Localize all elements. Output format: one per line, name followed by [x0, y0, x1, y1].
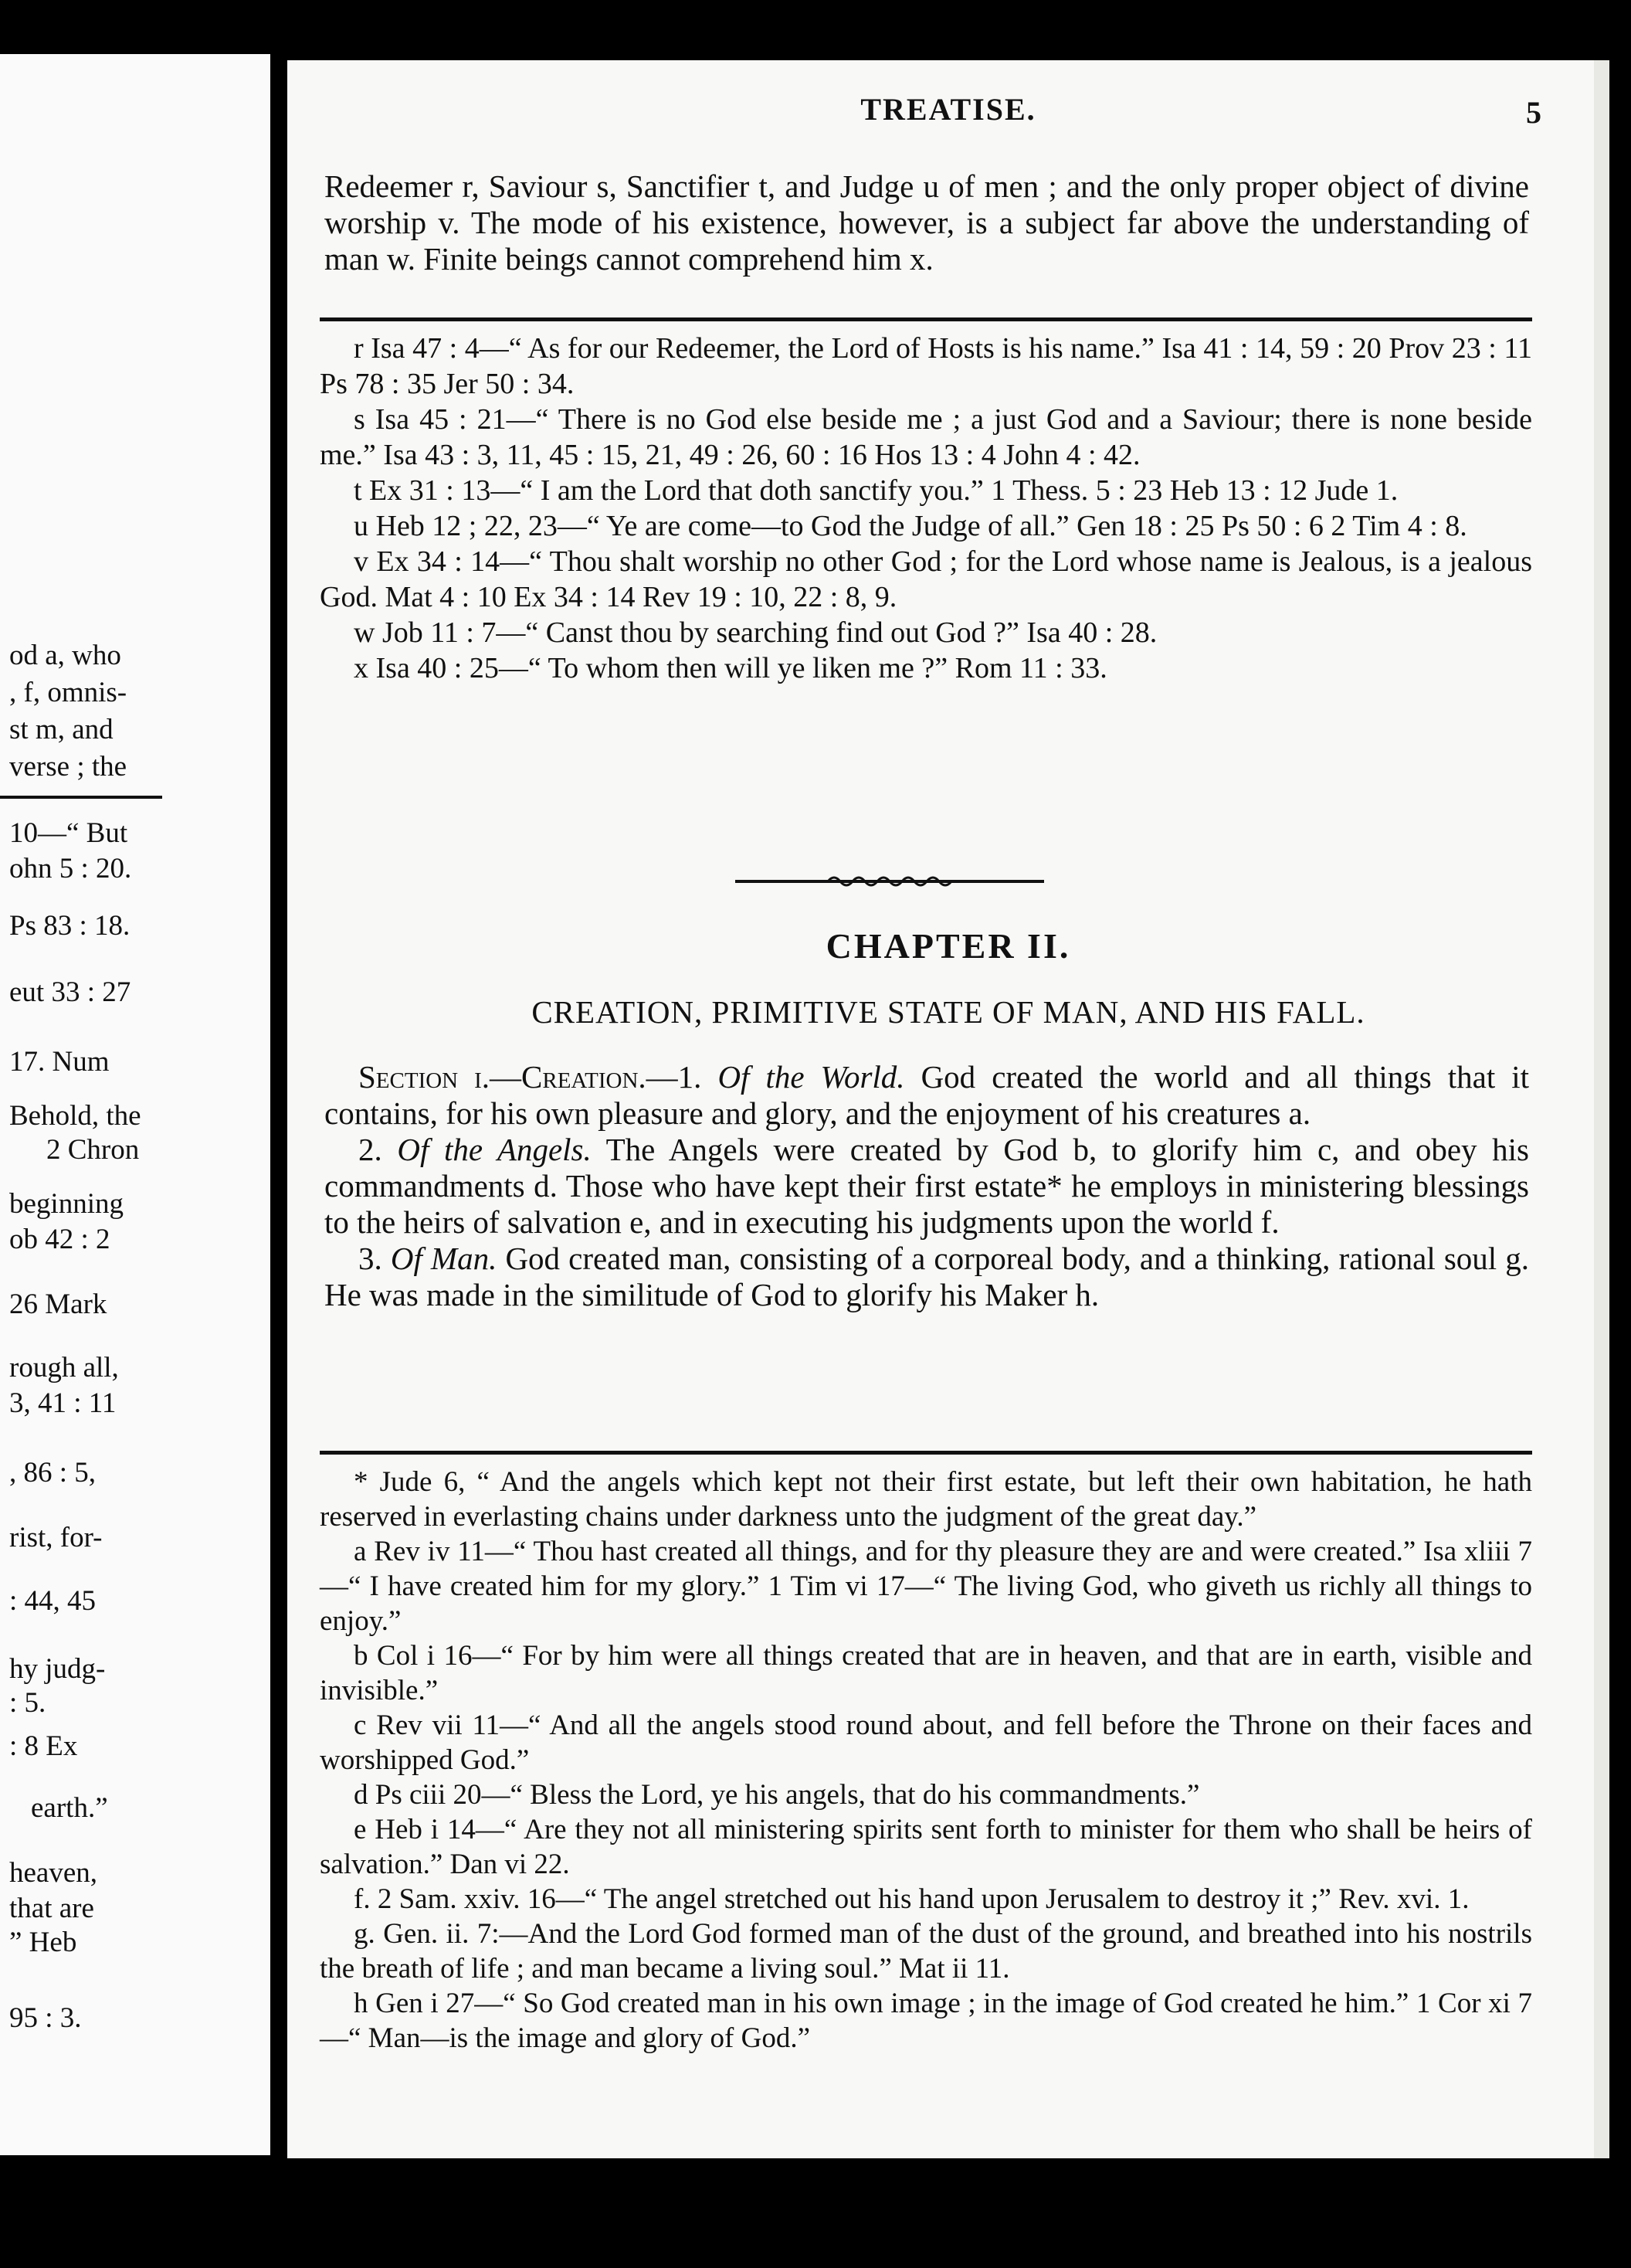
- chapter-body: [324, 1059, 1529, 1313]
- paragraph-angels: [324, 1132, 1529, 1241]
- footnote-v: v Ex 34 : 14—“ Thou shalt worship no other God ; for the Lord whose name is Jealous, is a jealous God. Mat 4 : 10 Ex 34 : 14 Rev 19 : 10, 22 : 8, 9.: [320, 545, 1532, 613]
- footnote-asterisk: * Jude 6, “ And the angels which kept not their first estate, but left their own habitation, he hath reserved in everlasting chains under darkness unto the judgment of the great day.”: [320, 1466, 1532, 1533]
- paragraph-title: Of the World.: [717, 1059, 905, 1095]
- left-fragment: 10—“ But: [9, 817, 128, 849]
- page-edge: [1594, 60, 1609, 2158]
- footnote-d: d Ps ciii 20—“ Bless the Lord, ye his angels, that do his commandments.”: [354, 1779, 1200, 1811]
- left-rule: [0, 796, 162, 799]
- bottom-footnotes: [320, 1465, 1532, 2056]
- footnote-w: w Job 11 : 7—“ Canst thou by searching find out God ?” Isa 40 : 28.: [354, 616, 1158, 649]
- paragraph-world: [324, 1059, 1529, 1132]
- left-fragment: eut 33 : 27: [9, 976, 131, 1008]
- paragraph-number: 3.: [358, 1241, 382, 1276]
- left-fragment: , f, omnis-: [9, 677, 127, 708]
- left-fragment: rist, for-: [9, 1522, 103, 1553]
- book-page: [287, 60, 1609, 2158]
- paragraph-title: Of Man.: [390, 1241, 497, 1276]
- previous-page-strip: [0, 54, 270, 2155]
- left-fragment: st m, and: [9, 714, 114, 745]
- footnote-h: h Gen i 27—“ So God created man in his own image ; in the image of God created he him.” 1 Cor xi 7—“ Man—is the image and glory of God.”: [320, 1988, 1532, 2054]
- left-fragment: rough all,: [9, 1352, 119, 1384]
- paragraph-text: The Angels were created by God b, to glorify him c, and obey his commandments d. Those who have kept their first estate* he employs in ministering blessings to the heirs of salvation e, and in executing his judgments upon the world f.: [324, 1132, 1529, 1240]
- left-fragment: hy judg-: [9, 1653, 106, 1685]
- footnote-rule: [320, 1451, 1532, 1455]
- footnote-b: b Col i 16—“ For by him were all things created that are in heaven, and that are in earth, visible and invisible.”: [320, 1640, 1532, 1706]
- paragraph-text: God created the world and all things that it contains, for his own pleasure and glory, and the enjoyment of his creatures a.: [324, 1059, 1530, 1131]
- ornamental-divider: [735, 871, 1044, 891]
- left-fragment: ob 42 : 2: [9, 1224, 110, 1255]
- left-fragment: Ps 83 : 18.: [9, 910, 131, 942]
- left-fragment: 3, 41 : 11: [9, 1387, 117, 1419]
- left-fragment: 95 : 3.: [9, 2002, 82, 2034]
- left-fragment: 26 Mark: [9, 1288, 107, 1320]
- left-fragment: ” Heb: [9, 1927, 77, 1958]
- gutter: [272, 54, 286, 2155]
- page-number: 5: [1526, 95, 1541, 130]
- left-fragment: : 44, 45: [9, 1585, 97, 1617]
- left-fragment: that are: [9, 1893, 94, 1924]
- footnote-g: g. Gen. ii. 7:—And the Lord God formed man of the dust of the ground, and breathed into his nostrils the breath of life ; and man became a living soul.” Mat ii 11.: [320, 1918, 1532, 1984]
- top-paragraph: [324, 168, 1529, 277]
- paragraph-man: [324, 1241, 1529, 1313]
- left-fragment: ohn 5 : 20.: [9, 853, 132, 884]
- footnote-c: c Rev vii 11—“ And all the angels stood round about, and fell before the Throne on their faces and worshipped God.”: [320, 1709, 1532, 1776]
- top-footnotes: [320, 331, 1532, 686]
- left-fragment: Behold, the: [9, 1100, 141, 1132]
- running-header: TREATISE.: [860, 92, 1036, 127]
- left-fragment: : 5.: [9, 1687, 46, 1719]
- footnote-e: e Heb i 14—“ Are they not all ministering spirits sent forth to minister for them who shall be heirs of salvation.” Dan vi 22.: [320, 1814, 1532, 1880]
- footnote-s: s Isa 45 : 21—“ There is no God else beside me ; a just God and a Saviour; there is none beside me.” Isa 43 : 3, 11, 45 : 15, 21, 49 : 26, 60 : 16 Hos 13 : 4 John 4 : 42.: [320, 403, 1532, 471]
- left-fragment: verse ; the: [9, 751, 127, 783]
- footnote-r: r Isa 47 : 4—“ As for our Redeemer, the Lord of Hosts is his name.” Isa 41 : 14, 59 : 20 Prov 23 : 11 Ps 78 : 35 Jer 50 : 34.: [320, 332, 1532, 400]
- left-fragment: 17. Num: [9, 1046, 110, 1078]
- footnote-t: t Ex 31 : 13—“ I am the Lord that doth sanctify you.” 1 Thess. 5 : 23 Heb 13 : 12 Jude 1.: [354, 474, 1399, 507]
- left-fragment: earth.”: [31, 1792, 108, 1824]
- left-fragment: od a, who: [9, 640, 121, 671]
- footnote-u: u Heb 12 ; 22, 23—“ Ye are come—to God the Judge of all.” Gen 18 : 25 Ps 50 : 6 2 Tim 4 : 8.: [354, 510, 1467, 542]
- chapter-title: CHAPTER II.: [826, 926, 1071, 966]
- left-fragment: 2 Chron: [46, 1134, 140, 1166]
- paragraph-number: 2.: [358, 1132, 382, 1167]
- footnote-x: x Isa 40 : 25—“ To whom then will ye liken me ?” Rom 11 : 33.: [354, 652, 1107, 684]
- footnote-f: f. 2 Sam. xxiv. 16—“ The angel stretched out his hand upon Jerusalem to destroy it ;” Rev. xvi. 1.: [354, 1883, 1470, 1915]
- paragraph-text: God created man, consisting of a corporeal body, and a thinking, rational soul g. He was made in the similitude of God to glorify his Maker h.: [324, 1241, 1530, 1312]
- left-fragment: beginning: [9, 1188, 124, 1220]
- left-fragment: : 8 Ex: [9, 1730, 78, 1762]
- chapter-subtitle: CREATION, PRIMITIVE STATE OF MAN, AND HIS FALL.: [531, 994, 1365, 1030]
- footnote-a: a Rev iv 11—“ Thou hast created all things, and for thy pleasure they are and were created.” Isa xliii 7—“ I have created him for my glory.” 1 Tim vi 17—“ The living God, who giveth us richly all things to enjoy.”: [320, 1536, 1532, 1637]
- section-heading: Section i.—Creation.—1.: [358, 1059, 702, 1095]
- footnote-rule: [320, 317, 1532, 321]
- left-fragment: heaven,: [9, 1857, 98, 1889]
- paragraph-title: Of the Angels.: [397, 1132, 592, 1167]
- top-paragraph-text: Redeemer r, Saviour s, Sanctifier t, and Judge u of men ; and the only proper object of divine worship v. The mode of his existence, however, is a subject far above the understanding of man w. Finite beings cannot comprehend him x.: [324, 168, 1529, 277]
- left-fragment: , 86 : 5,: [9, 1457, 97, 1489]
